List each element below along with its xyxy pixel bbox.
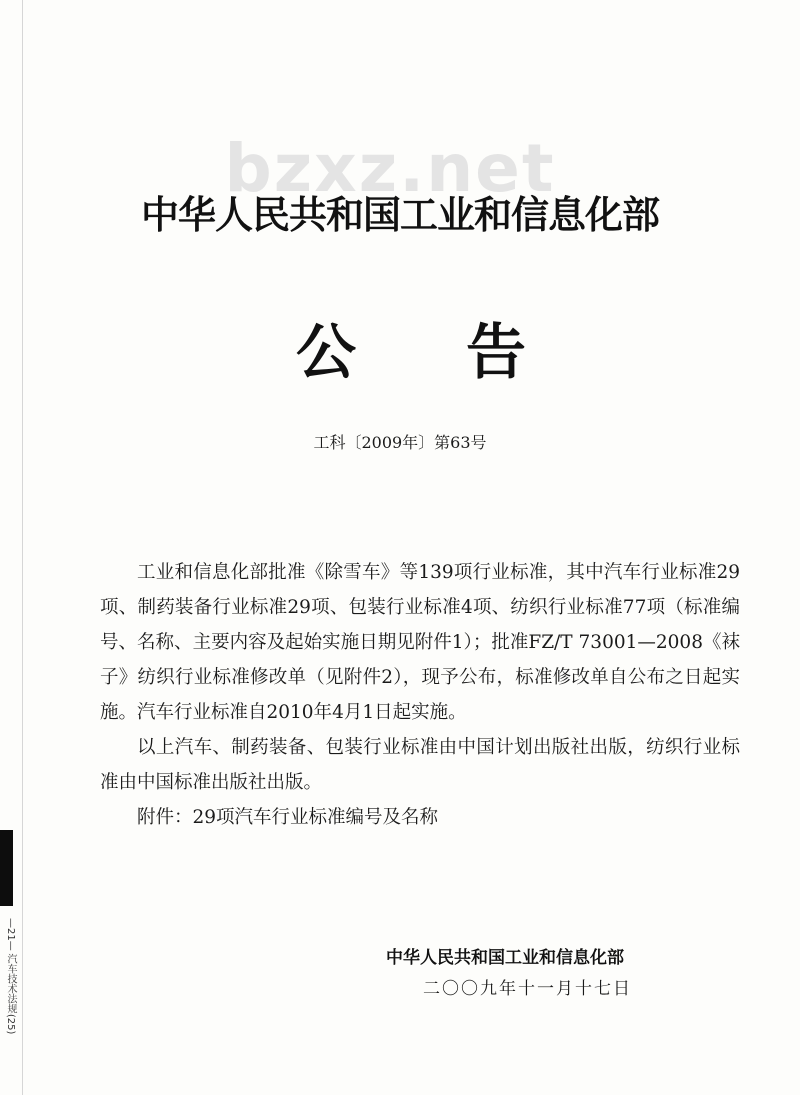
- document-number: 工科〔2009年〕第63号: [313, 433, 487, 452]
- signature-date: 二〇〇九年十一月十七日: [423, 979, 632, 999]
- org-title: 中华人民共和国工业和信息化部: [140, 193, 659, 237]
- binding-edge-mark: [0, 830, 13, 906]
- body-paragraph-attachment: 附件：29项汽车行业标准编号及名称: [137, 807, 439, 828]
- body-paragraph-publishers: 以上汽车、制药装备、包装行业标准由中国计划出版社出版，纺织行业标准由中国标准出版社出版。: [100, 737, 740, 793]
- notice-title-char-1: 公: [296, 318, 356, 388]
- signature-org: 中华人民共和国工业和信息化部: [386, 948, 624, 968]
- body-paragraph-approval: 工业和信息化部批准《除雪车》等139项行业标准，其中汽车行业标准29项、制药装备行业标准29项、包装行业标准4项、纺织行业标准77项（标准编号、名称、主要内容及起始实施日期见附件1）；批准FZ/T 73001—2008《袜子》纺织行业标准修改单（见附件2），现予公布，标准修改单自公布之日起实施。汽车行业标准自2010年4月1日起实施。: [100, 562, 740, 723]
- page-edge-line: [22, 0, 23, 1095]
- notice-title-char-2: 告: [466, 318, 526, 388]
- margin-edge-text: —21— 汽车技术法规(25): [5, 918, 16, 1035]
- watermark: bzxz.net: [224, 130, 556, 207]
- notice-body: [100, 555, 740, 835]
